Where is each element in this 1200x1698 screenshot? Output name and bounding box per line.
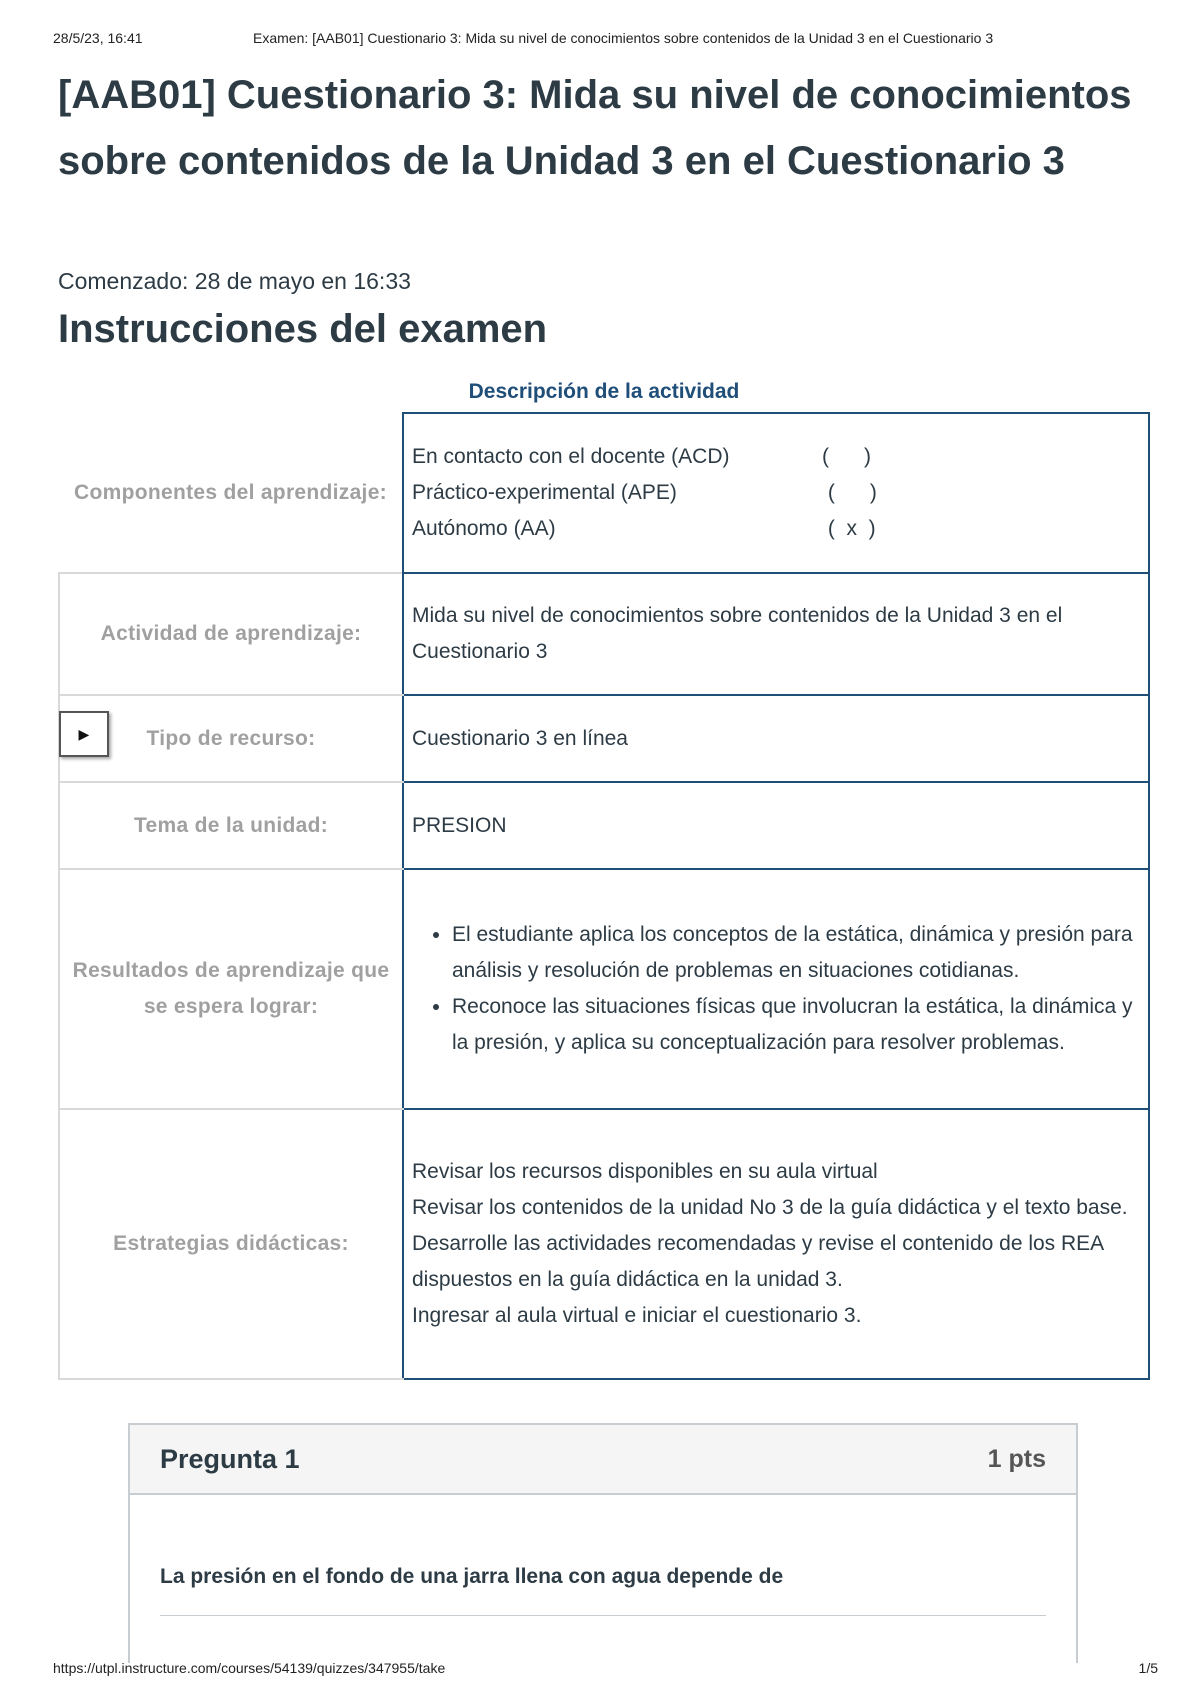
strategy-line: Ingresar al aula virtual e iniciar el cuestionario 3. (412, 1304, 862, 1327)
results-list (412, 917, 1140, 1061)
print-footer (53, 1660, 1158, 1676)
instructions-heading: Instrucciones del examen (58, 307, 548, 351)
results-label: Resultados de aprendizaje que se espera lograr: (59, 869, 403, 1109)
component-label: Práctico-experimental (APE) (412, 481, 677, 504)
component-mark: ( x ) (822, 517, 876, 540)
row-activity (59, 573, 1149, 695)
topic-value: PRESION (403, 782, 1149, 869)
resource-value: Cuestionario 3 en línea (403, 695, 1149, 782)
component-mark: ( ) (822, 481, 877, 504)
results-value (403, 869, 1149, 1109)
component-aa (412, 511, 1140, 547)
quiz-started-time: Comenzado: 28 de mayo en 16:33 (58, 268, 411, 294)
row-topic (59, 782, 1149, 869)
question-name: Pregunta 1 (160, 1443, 300, 1474)
resource-label (59, 695, 403, 782)
component-acd (412, 439, 1140, 475)
components-label: Componentes del aprendizaje: (74, 480, 387, 504)
print-page-number: 1/5 (1138, 1660, 1158, 1676)
print-datetime: 28/5/23, 16:41 (53, 30, 143, 46)
strategy-line: Revisar los contenidos de la unidad No 3 de la guía didáctica y el texto base. (412, 1196, 1128, 1219)
question-divider (160, 1615, 1046, 1616)
play-button[interactable] (59, 711, 109, 757)
print-header (53, 30, 1160, 46)
list-item: • Reconoce las situaciones físicas que involucran la estática, la dinámica y la presión, y aplica su conceptualización para resolver problemas. (452, 989, 1140, 1061)
question-text: La presión en el fondo de una jarra llena con agua depende de (160, 1565, 784, 1588)
activity-description-table (58, 412, 1150, 1380)
print-url: https://utpl.instructure.com/courses/54139/quizzes/347955/take (53, 1660, 446, 1676)
component-ape (412, 475, 1140, 511)
print-document-title: Examen: [AAB01] Cuestionario 3: Mida su nivel de conocimientos sobre contenidos de la Unidad 3 en el Cuestionario 3 (253, 30, 994, 46)
question-header (130, 1425, 1076, 1495)
list-item: • El estudiante aplica los conceptos de la estática, dinámica y presión para análisis y resolución de problemas en situaciones cotidianas. (452, 917, 1140, 989)
row-resource (59, 695, 1149, 782)
topic-label: Tema de la unidad: (59, 782, 403, 869)
resource-label-text: Tipo de recurso: (146, 726, 316, 750)
row-components (59, 413, 1149, 573)
strategy-line: Desarrolle las actividades recomendadas y revise el contenido de los REA dispuestos en la guía didáctica en la unidad 3. (412, 1232, 1104, 1291)
strategy-line: Revisar los recursos disponibles en su aula virtual (412, 1160, 878, 1183)
activity-label: Actividad de aprendizaje: (59, 573, 403, 695)
question-card (128, 1423, 1078, 1663)
table-caption: Descripción de la actividad (468, 380, 740, 403)
row-results (59, 869, 1149, 1109)
components-value (403, 413, 1149, 573)
play-icon: ▶ (78, 726, 90, 742)
component-label: Autónomo (AA) (412, 517, 556, 540)
component-label: En contacto con el docente (ACD) (412, 445, 730, 468)
quiz-title: [AAB01] Cuestionario 3: Mida su nivel de conocimientos sobre contenidos de la Unidad 3 en el Cuestionario 3 (58, 73, 1132, 183)
strategies-value (403, 1109, 1149, 1379)
component-mark: ( ) (822, 445, 871, 468)
activity-value: Mida su nivel de conocimientos sobre contenidos de la Unidad 3 en el Cuestionario 3 (403, 573, 1149, 695)
question-points: 1 pts (987, 1444, 1046, 1473)
strategies-label: Estrategias didácticas: (59, 1109, 403, 1379)
row-strategies (59, 1109, 1149, 1379)
